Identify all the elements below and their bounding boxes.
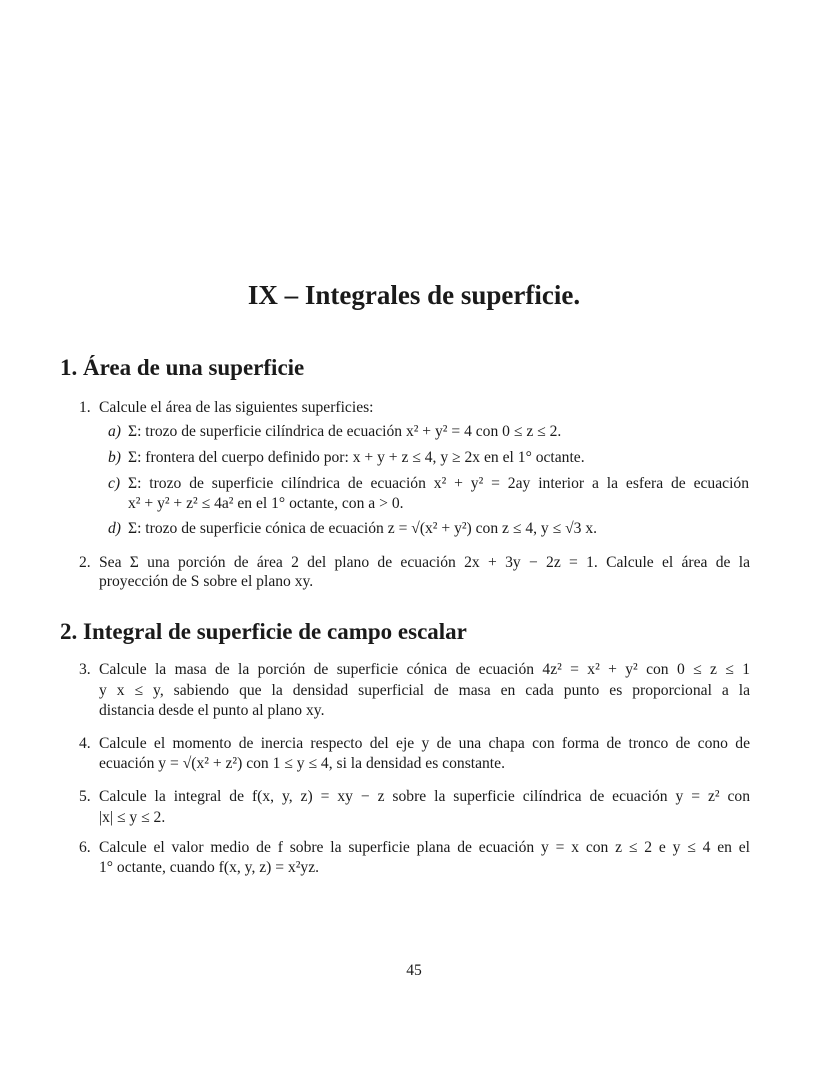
section-title: Área de una superficie	[83, 355, 305, 380]
problem-text: Sea Σ una porción de área 2 del plano de ecuación 2x + 3y − 2z = 1. Calcule el área de la	[99, 554, 750, 571]
problem-text: Calcule la integral de f(x, y, z) = xy − z sobre la superficie cilíndrica de ecuación y = z² con	[99, 788, 750, 805]
item-c-text: Σ: trozo de superficie cilíndrica de ecuación x² + y² = 2ay interior a la esfera de ecuación	[128, 475, 749, 492]
item-label: b)	[108, 449, 121, 466]
problem-number: 1.	[79, 399, 91, 416]
page-number: 45	[406, 962, 422, 979]
problem-number: 3.	[79, 661, 91, 678]
item-label: a)	[108, 423, 121, 440]
problem-text: proyección de S sobre el plano xy.	[99, 573, 314, 590]
section-heading-2	[60, 619, 467, 645]
chapter-title: IX – Integrales de superficie.	[247, 280, 581, 310]
section-title: Integral de superficie de campo escalar	[83, 619, 467, 644]
problem-text: Calcule el valor medio de f sobre la superficie plana de ecuación y = x con z ≤ 2 e y ≤ 4 en el	[99, 839, 750, 856]
problem-text: y x ≤ y, sabiendo que la densidad superficial de masa en cada punto es proporcional a la	[99, 682, 750, 699]
section-heading-1	[60, 355, 304, 381]
problem-text: Calcule el área de las siguientes superficies:	[99, 399, 374, 416]
problem-number: 2.	[79, 554, 91, 571]
section-number: 2.	[60, 619, 78, 644]
item-c-text: x² + y² + z² ≤ 4a² en el 1° octante, con a > 0.	[128, 495, 404, 512]
problem-text: Calcule la masa de la porción de superficie cónica de ecuación 4z² = x² + y² con 0 ≤ z ≤ 1	[99, 661, 750, 678]
problem-number: 5.	[79, 788, 91, 805]
problem-number: 6.	[79, 839, 91, 856]
item-label: c)	[108, 475, 121, 492]
problem-text: distancia desde el punto al plano xy.	[99, 702, 325, 719]
item-a-text: Σ: trozo de superficie cilíndrica de ecuación x² + y² = 4 con 0 ≤ z ≤ 2.	[128, 423, 562, 440]
problem-text: 1° octante, cuando f(x, y, z) = x²yz.	[99, 859, 320, 876]
item-label: d)	[108, 520, 121, 537]
section-number: 1.	[60, 355, 78, 380]
problem-text: ecuación y = √(x² + z²) con 1 ≤ y ≤ 4, si la densidad es constante.	[99, 755, 505, 772]
problem-text: |x| ≤ y ≤ 2.	[99, 809, 166, 826]
problem-text: Calcule el momento de inercia respecto del eje y de una chapa con forma de tronco de cono de	[99, 735, 750, 752]
item-b-text: Σ: frontera del cuerpo definido por: x + y + z ≤ 4, y ≥ 2x en el 1° octante.	[128, 449, 585, 466]
item-d-text: Σ: trozo de superficie cónica de ecuación z = √(x² + y²) con z ≤ 4, y ≤ √3 x.	[128, 520, 598, 537]
problem-number: 4.	[79, 735, 91, 752]
